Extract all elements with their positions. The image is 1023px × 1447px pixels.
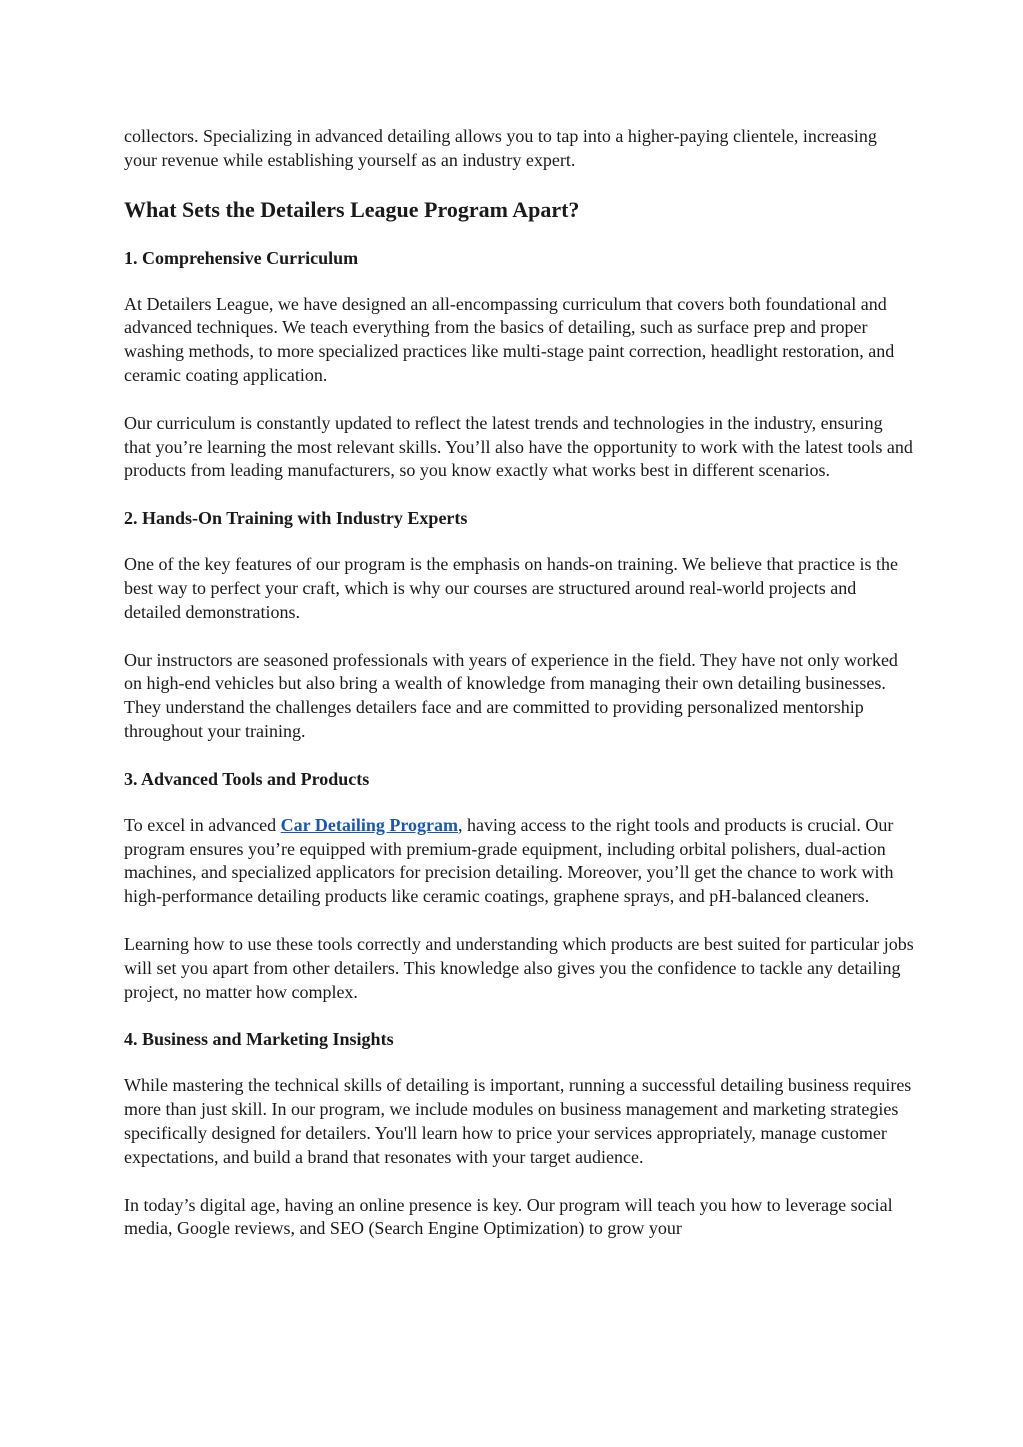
page-heading: What Sets the Detailers League Program Apart? — [124, 196, 580, 222]
section-title-tools: 3. Advanced Tools and Products — [124, 768, 370, 789]
link-prefix-text: To excel in advanced — [124, 814, 281, 835]
link-suffix-text: , having access to the right tools and products is crucial. Our program ensures you’re equipped with premium-grade equipment, including orbital polishers, dual-action machines, and specialized applicators for precision detailing. Moreover, you’ll get the chance to work with high-performance detailing products like ceramic coatings, graphene sprays, and pH-balanced cleaners. — [124, 814, 894, 907]
paragraph: Our instructors are seasoned professionals with years of experience in the field. They have not only worked on high-end vehicles but also bring a wealth of knowledge from managing their own detailing businesses. They understand the challenges detailers face and are committed to providing personalized mentorship throughout your training. — [124, 649, 898, 741]
paragraph: At Detailers League, we have designed an all-encompassing curriculum that covers both foundational and advanced techniques. We teach everything from the basics of detailing, such as surface prep and proper washing methods, to more specialized practices like multi-stage paint correction, headlight restoration, and ceramic coating application. — [124, 293, 895, 385]
car-detailing-program-link[interactable]: Car Detailing Program — [280, 814, 458, 835]
paragraph: In today’s digital age, having an online presence is key. Our program will teach you how to leverage social media, Google reviews, and SEO (Search Engine Optimization) to grow your — [124, 1194, 893, 1239]
paragraph: One of the key features of our program is the emphasis on hands-on training. We believe that practice is the best way to perfect your craft, which is why our courses are structured around real-world projects and detailed demonstrations. — [124, 554, 898, 622]
paragraph-with-link — [124, 814, 914, 909]
paragraph: Our curriculum is constantly updated to reflect the latest trends and technologies in the industry, ensuring that you’re learning the most relevant skills. You’ll also have the opportunity to work with the latest tools and products from leading manufacturers, so you know exactly what works best in different scenarios. — [124, 412, 913, 481]
section-title-curriculum: 1. Comprehensive Curriculum — [124, 247, 359, 268]
paragraph: Learning how to use these tools correctly and understanding which products are best suited for particular jobs will set you apart from other detailers. This knowledge also gives you the confidence to tackle any detailing project, no matter how complex. — [124, 933, 914, 1002]
paragraph: While mastering the technical skills of detailing is important, running a successful detailing business requires more than just skill. In our program, we include modules on business management and marketing strategies specifically designed for detailers. You'll learn how to price your services appropriately, manage customer expectations, and build a brand that resonates with your target audience. — [124, 1075, 912, 1167]
document-page — [124, 125, 914, 1241]
section-title-hands-on: 2. Hands-On Training with Industry Experts — [124, 508, 468, 529]
intro-paragraph: collectors. Specializing in advanced detailing allows you to tap into a higher-paying clientele, increasing your revenue while establishing yourself as an industry expert. — [124, 126, 877, 170]
section-title-business: 4. Business and Marketing Insights — [124, 1029, 394, 1050]
